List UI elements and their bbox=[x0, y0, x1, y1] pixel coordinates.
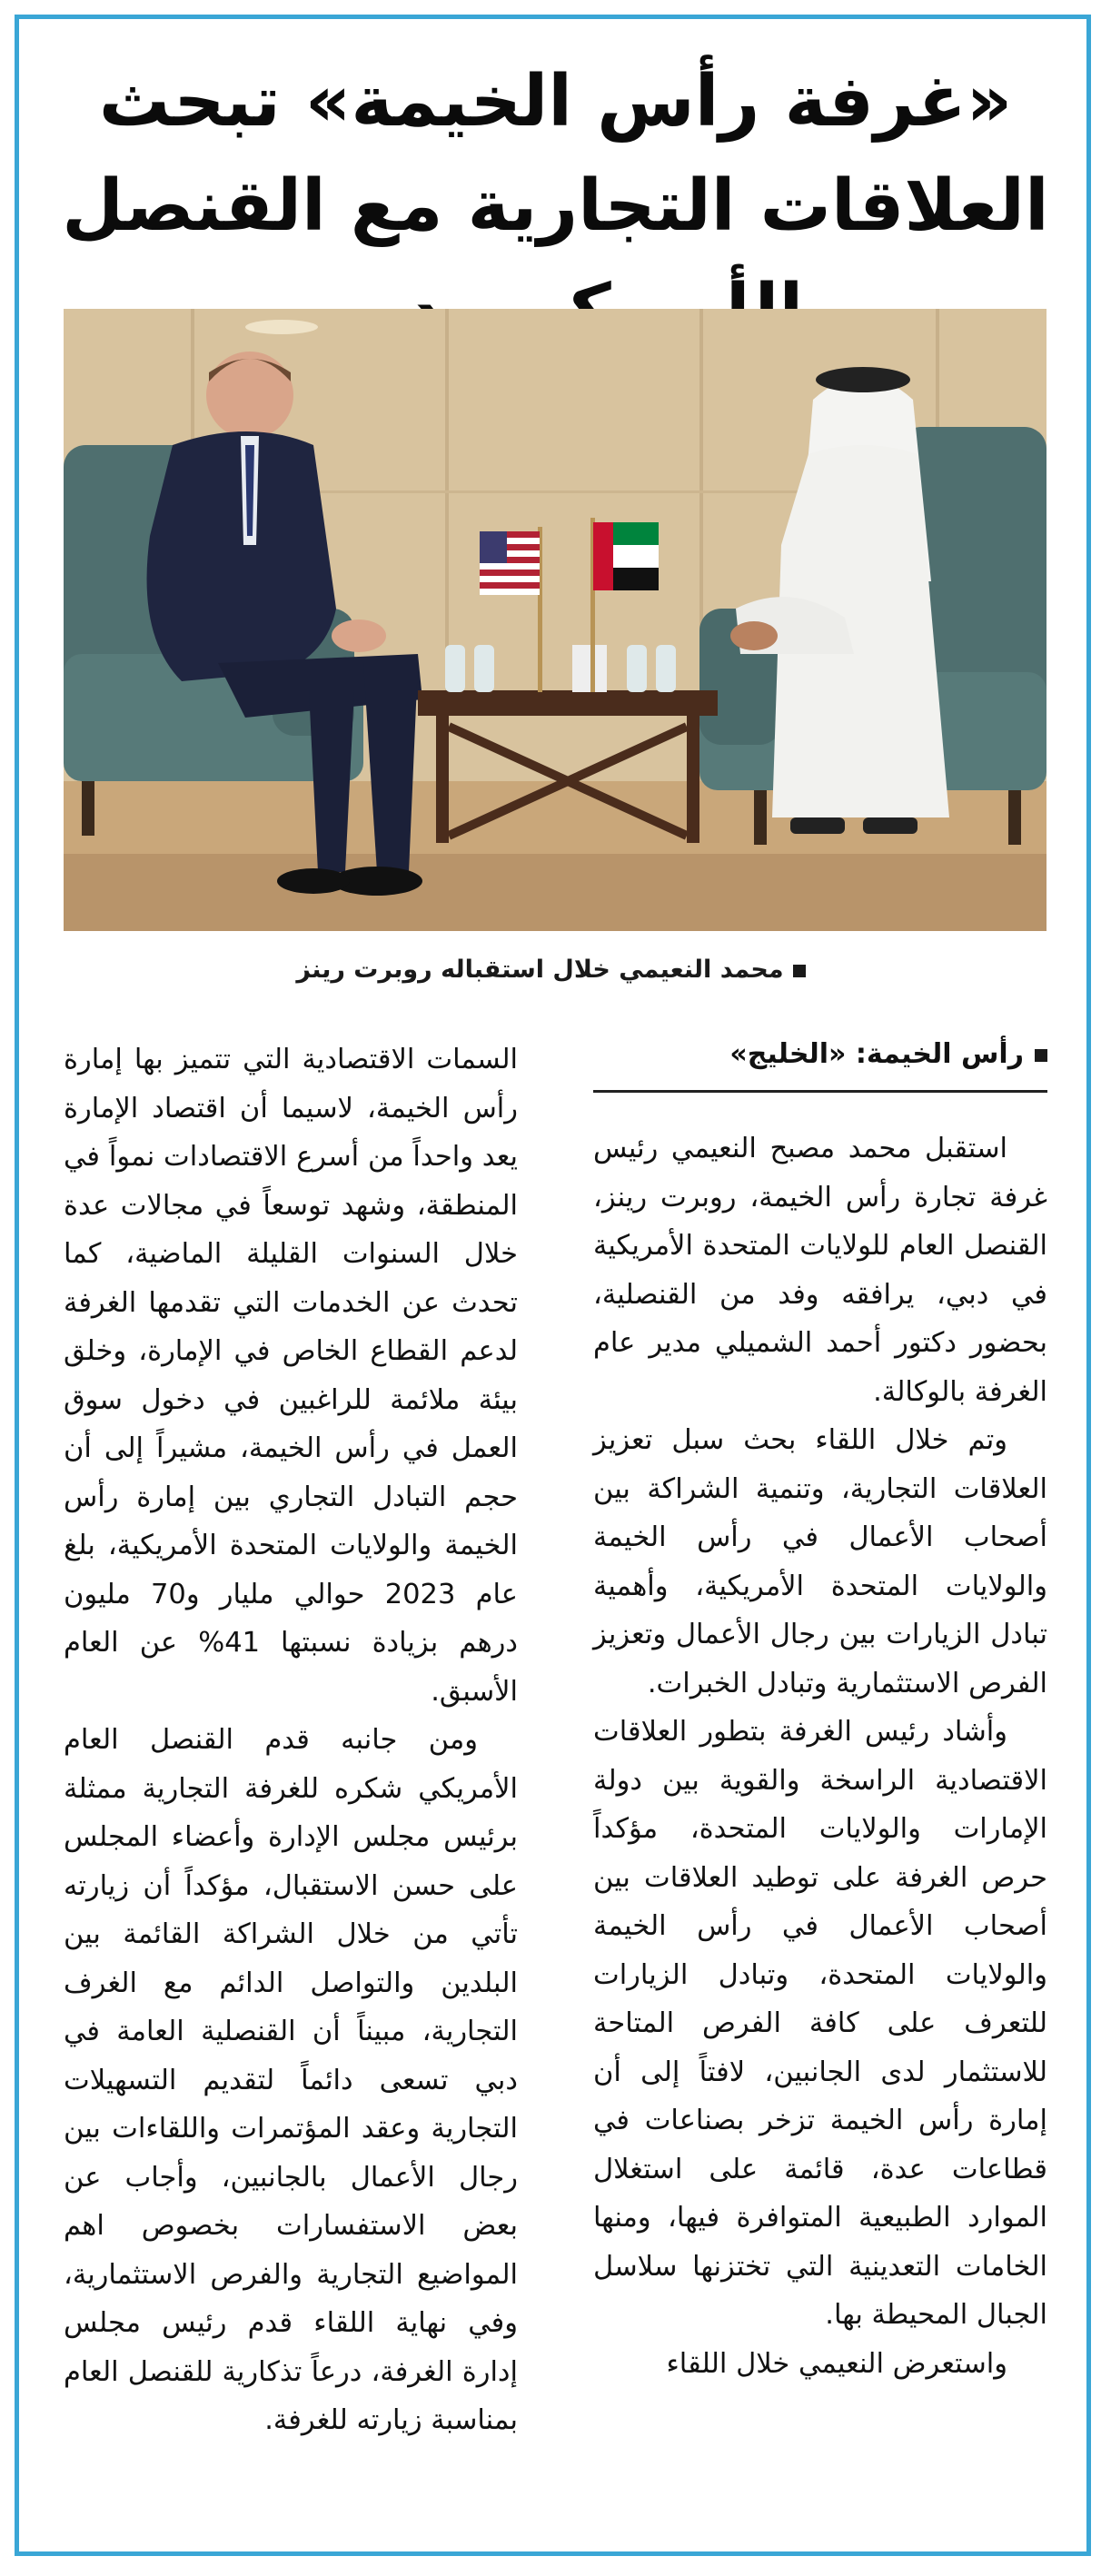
byline-divider bbox=[593, 1090, 1047, 1093]
byline-bullet-icon bbox=[1035, 1049, 1047, 1062]
paragraph: ومن جانبه قدم القنصل العام الأمريكي شكره للغرفة التجارية ممثلة برئيس مجلس الإدارة وأعضاء المجلس على حسن الاستقبال، مؤكداً أن زيارته تأتي من خلال الشراكة القائمة بين البلدين والتواصل الدائم مع الغرف التجارية، مبيناً أن القنصلية العامة في دبي تسعى دائماً لتقديم التسهيلات التجارية وعقد المؤتمرات واللقاءات بين رجال الأعمال بالجانبين، وأجاب عن بعض الاستفسارات بخصوص اهم المواضيع التجارية والفرص الاستثمارية، وفي نهاية اللقاء قدم رئيس مجلس إدارة الغرفة، درعاً تذكارية للقنصل العام بمناسبة زيارته للغرفة. bbox=[64, 1724, 518, 2436]
article-column-right bbox=[593, 1125, 1047, 2388]
paragraph: وتم خلال اللقاء بحث سبل تعزيز العلاقات التجارية، وتنمية الشراكة بين أصحاب الأعمال في رأس الخيمة والولايات المتحدة الأمريكية، وأهمية تبادل الزيارات بين رجال الأعمال وتعزيز الفرص الاستثمارية وتبادل الخبرات. bbox=[593, 1424, 1047, 1699]
paragraph: السمات الاقتصادية التي تتميز بها إمارة رأس الخيمة، لاسيما أن اقتصاد الإمارة يعد واحداً من أسرع الاقتصادات نمواً في المنطقة، وشهد توسعاً في مجالات عدة خلال السنوات القليلة الماضية، كما تحدث عن الخدمات التي تقدمها الغرفة لدعم القطاع الخاص في الإمارة، وخلق بيئة ملائمة للراغبين في دخول سوق العمل في رأس الخيمة، مشيراً إلى أن حجم التبادل التجاري بين إمارة رأس الخيمة والولايات المتحدة الأمريكية، بلغ عام 2023 حوالي مليار و70 مليون درهم بزيادة نسبتها 41% عن العام الأسبق. bbox=[64, 1044, 518, 1708]
byline-text: رأس الخيمة: «الخليج» bbox=[729, 1038, 1024, 1070]
paragraph: واستعرض النعيمي خلال اللقاء bbox=[666, 2347, 1007, 2380]
paragraph: استقبل محمد مصبح النعيمي رئيس غرفة تجارة رأس الخيمة، روبرت رينز، القنصل العام للولايات المتحدة الأمريكية في دبي، يرافقه وفد من القنصلية، بحضور دكتور أحمد الشميلي مدير عام الغرفة بالوكالة. bbox=[593, 1133, 1047, 1408]
article-column-left bbox=[64, 1035, 518, 2445]
photo-caption bbox=[64, 956, 1047, 984]
byline bbox=[593, 1038, 1047, 1070]
article-headline: «غرفة رأس الخيمة» تبحث العلاقات التجارية مع القنصل bbox=[62, 61, 1049, 247]
meeting-photo-illustration bbox=[64, 309, 1047, 931]
caption-text: محمد النعيمي خلال استقباله روبرت رينز bbox=[296, 956, 784, 984]
caption-bullet-icon bbox=[793, 965, 806, 977]
paragraph: وأشاد رئيس الغرفة بتطور العلاقات الاقتصادية الراسخة والقوية بين دولة الإمارات والولايات المتحدة، مؤكداً حرص الغرفة على توطيد العلاقات بين أصحاب الأعمال في رأس الخيمة والولايات المتحدة، وتبادل الزيارات للتعرف على كافة الفرص المتاحة للاستثمار لدى الجانبين، لافتاً إلى أن إمارة رأس الخيمة تزخر بصناعات في قطاعات عدة، قائمة على استغلال الموارد الطبيعية المتوافرة فيها، ومنها الخامات التعدينية التي تختزنها سلاسل الجبال المحيطة بها. bbox=[593, 1716, 1047, 2331]
article-photo bbox=[64, 309, 1047, 931]
